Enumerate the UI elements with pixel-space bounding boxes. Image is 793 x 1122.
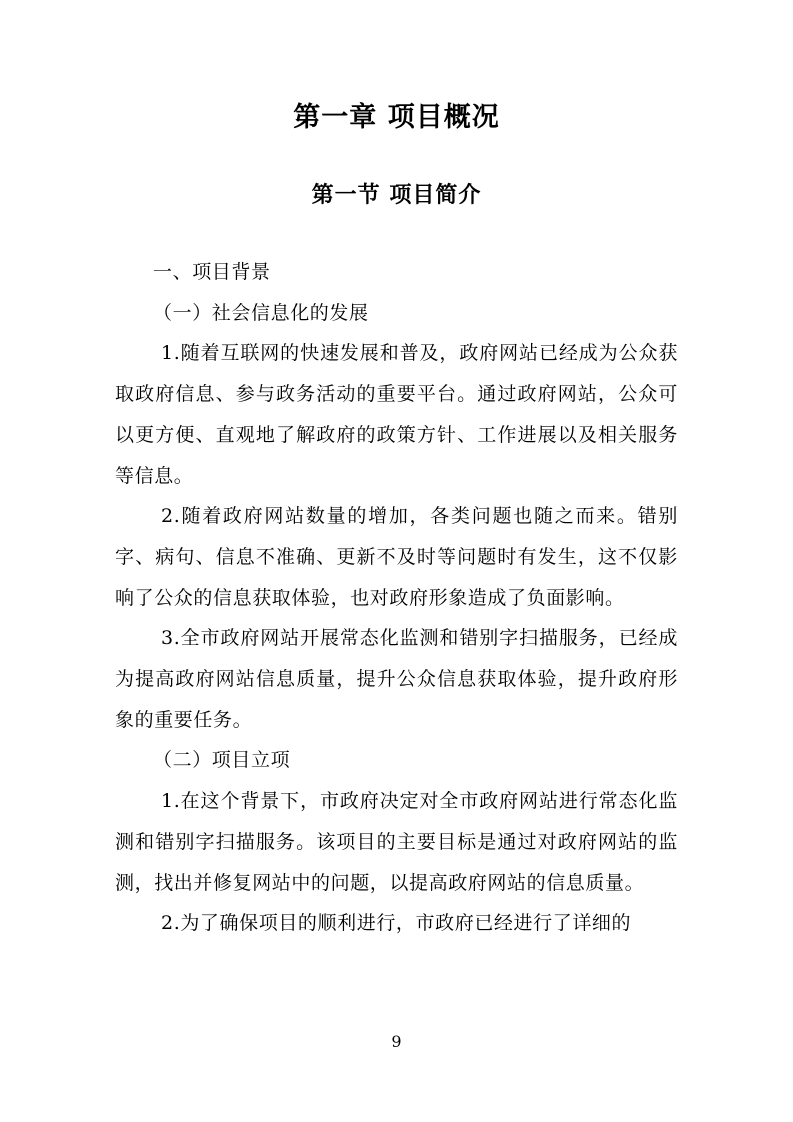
subheading-project-approval: （二）项目立项 bbox=[153, 749, 291, 772]
heading-project-background: 一、项目背景 bbox=[153, 261, 271, 283]
paragraph-approval-1: 1.在这个背景下，市政府决定对全市政府网站进行常态化监测和错别字扫描服务。该项目的主要目标是通过对政府网站的监测，找出并修复网站中的问题，以提高政府网站的信息质量。 bbox=[115, 790, 678, 894]
paragraph-background-1: 1.随着互联网的快速发展和普及，政府网站已经成为公众获取政府信息、参与政务活动的重要平台。通过政府网站，公众可以更方便、直观地了解政府的政策方针、工作进展以及相关服务等信息。 bbox=[115, 342, 678, 487]
chapter-title: 第一章 项目概况 bbox=[293, 102, 500, 133]
paragraph-background-3: 3.全市政府网站开展常态化监测和错别字扫描服务，已经成为提高政府网站信息质量，提升公众信息获取体验，提升政府形象的重要任务。 bbox=[115, 627, 678, 731]
section-title: 第一节 项目简介 bbox=[311, 183, 482, 208]
paragraph-approval-2: 2.为了确保项目的顺利进行，市政府已经进行了详细的 bbox=[161, 912, 632, 935]
page-number: 9 bbox=[391, 1032, 402, 1051]
subheading-social-informatization: （一）社会信息化的发展 bbox=[153, 301, 369, 324]
paragraph-background-2: 2.随着政府网站数量的增加，各类问题也随之而来。错别字、病句、信息不准确、更新不及时等问题时有发生，这不仅影响了公众的信息获取体验，也对政府形象造成了负面影响。 bbox=[115, 505, 678, 609]
document-body bbox=[115, 252, 678, 944]
